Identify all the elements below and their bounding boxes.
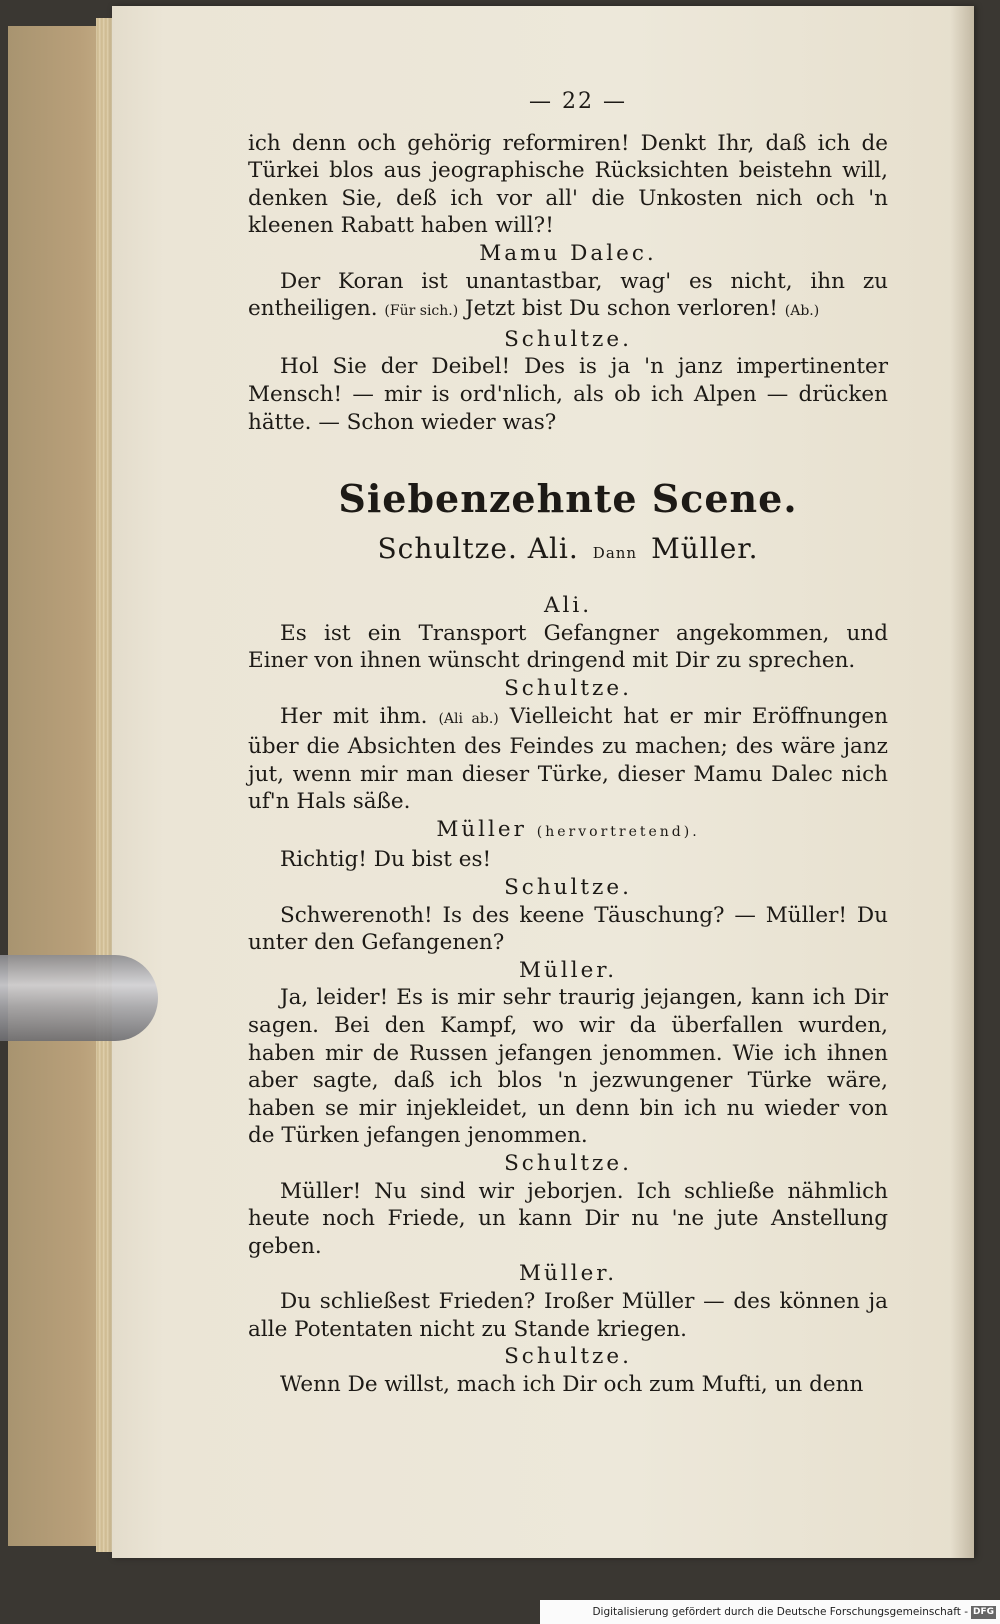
digitization-footer <box>540 1600 1000 1624</box>
footer-text: Digitalisierung gefördert durch die Deutsche Forschungsgemeinschaft - <box>592 1606 968 1618</box>
stage-direction: (Für sich.) <box>384 303 459 320</box>
line-text: Der Koran ist unantastbar, wag' es nicht, ihn zu entheiligen. <box>248 268 888 322</box>
speaker-name: Mamu Dalec. <box>479 240 657 266</box>
paragraph: Hol Sie der Deibel! Des is ja 'n janz impertinenter Mensch! — mir is ord'nlich, als ob ich Alpen — drücken hätte. — Schon wieder was? <box>248 354 888 435</box>
paragraph: Wenn De willst, mach ich Dir och zum Mufti, un denn <box>280 1371 864 1397</box>
speaker-name: Müller. <box>518 1261 618 1287</box>
line-text: Her mit ihm. <box>280 703 428 729</box>
paragraph <box>248 268 888 326</box>
paragraph: Es ist ein Transport Gefangner angekommen, und Einer von ihnen wünscht dringend mit Dir zu sprechen. <box>248 620 888 674</box>
page-text <box>248 88 888 1398</box>
line-text: Jetzt bist Du schon verloren! <box>465 296 778 322</box>
page-gutter-shadow <box>950 6 974 1558</box>
paragraph: ich denn och gehörig reformiren! Denkt Ihr, daß ich de Türkei blos aus jeographische Rücksichten beistehn will, denken Sie, deß ich vor all' die Unkosten nich och 'n kleenen Rabatt haben will?! <box>248 130 888 239</box>
paragraph: Du schließest Frieden? Iroßer Müller — des können ja alle Potentaten nicht zu Stande kriegen. <box>248 1288 888 1342</box>
paragraph: Schwerenoth! Is des keene Täuschung? — Müller! Du unter den Gefangenen? <box>248 902 888 956</box>
stage-direction: (Ali ab.) <box>438 710 499 727</box>
paragraph <box>248 703 888 816</box>
speaker-name: Schultze. <box>504 1151 632 1176</box>
speaker-label: Müller <box>436 816 527 842</box>
speaker-name: Schultze. <box>504 675 632 701</box>
stage-direction: (Ab.) <box>784 303 820 320</box>
speaker-name <box>248 816 888 847</box>
stage-direction: (hervortretend). <box>536 823 700 840</box>
scene-cast <box>248 532 888 570</box>
speaker-name: Müller. <box>518 957 618 983</box>
page-clip <box>0 955 158 1041</box>
dfg-logo: DFG <box>972 1606 994 1617</box>
page-number: — 22 — <box>529 89 627 114</box>
speaker-name: Ali. <box>543 593 593 619</box>
cast-names: Schultze. Ali. <box>377 532 579 566</box>
paragraph: Richtig! Du bist es! <box>280 847 492 873</box>
paragraph: Ja, leider! Es is mir sehr traurig jejangen, kann ich Dir sagen. Bei den Kampf, wo wir da überfallen wurden, haben mir de Russen jefangen jenommen. Wie ich ihnen aber sagte, daß ich blos 'n jezwungener Türke wäre, haben se mir injekleidet, un denn bin ich nu wieder von de Türken jefangen jenommen. <box>248 985 888 1149</box>
line-text: Vielleicht hat er mir Eröffnungen über die Absichten des Feindes zu machen; des wäre janz jut, wenn mir man dieser Türke, dieser Mamu Dalec nich uf'n Hals säße. <box>248 703 888 815</box>
speaker-name: Schultze. <box>504 326 632 352</box>
speaker-name: Schultze. <box>504 875 632 901</box>
speaker-name: Schultze. <box>504 1344 632 1370</box>
scene-heading: Siebenzehnte Scene. <box>338 476 798 522</box>
cast-last: Müller. <box>651 532 759 566</box>
cast-dann: Dann <box>592 544 638 563</box>
paragraph: Müller! Nu sind wir jeborjen. Ich schließe nähmlich heute noch Friede, un kann Dir nu 'ne jute Anstellung geben. <box>248 1178 888 1259</box>
